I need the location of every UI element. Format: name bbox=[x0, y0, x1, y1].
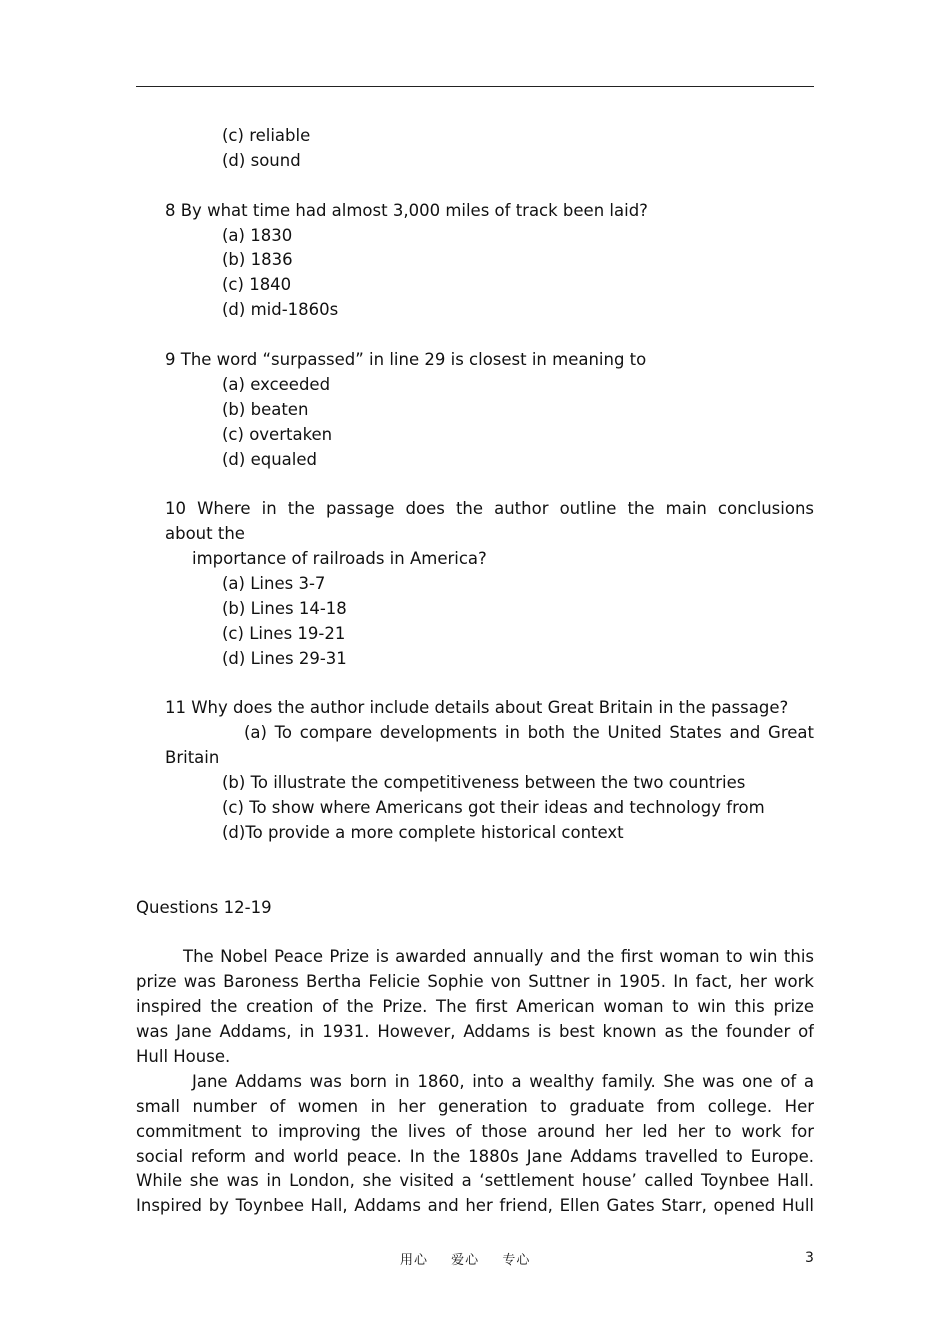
footer-motto-word: 用心 bbox=[400, 1253, 429, 1268]
passage-line: social reform and world peace. In the 1880s Jane Addams travelled to Europe. bbox=[136, 1146, 814, 1166]
wrapped-text: Britain bbox=[165, 748, 220, 768]
passage-line: Jane Addams was born in 1860, into a wealthy family. She was one of a bbox=[192, 1071, 814, 1091]
blank-line bbox=[136, 921, 814, 946]
answer-option: (a) Lines 3-7 bbox=[222, 574, 326, 594]
wrapped-text: about the bbox=[165, 524, 245, 544]
answer-option: (b) 1836 bbox=[222, 250, 293, 270]
answer-option: (c) To show where Americans got their ideas and technology from bbox=[222, 798, 765, 818]
answer-option: (c) reliable bbox=[222, 126, 311, 145]
question-stem: 9 The word “surpassed” in line 29 is closest in meaning to bbox=[165, 350, 647, 370]
question-list bbox=[136, 124, 814, 945]
answer-option: (d)To provide a more complete historical context bbox=[222, 822, 624, 842]
question-stem: 10 Where in the passage does the author outline the main conclusions bbox=[165, 499, 814, 519]
section-heading: Questions 12-19 bbox=[136, 897, 272, 917]
blank-line bbox=[136, 846, 814, 871]
passage-paragraph-2 bbox=[136, 1070, 814, 1219]
passage-line: The Nobel Peace Prize is awarded annually and the first woman to win this bbox=[183, 947, 814, 967]
blank-line bbox=[136, 672, 814, 697]
blank-line bbox=[136, 174, 814, 199]
answer-option: (d) Lines 29-31 bbox=[222, 648, 347, 668]
blank-line bbox=[136, 871, 814, 896]
answer-option: (c) Lines 19-21 bbox=[222, 623, 346, 643]
passage-line: was Jane Addams, in 1931. However, Addams is best known as the founder of bbox=[136, 1022, 814, 1042]
question-stem-continued: importance of railroads in America? bbox=[192, 549, 487, 569]
page-number: 3 bbox=[805, 1250, 814, 1266]
answer-option: (b) beaten bbox=[222, 399, 309, 419]
answer-option: (d) mid-1860s bbox=[222, 300, 339, 320]
passage-line: commitment to improving the lives of those around her led her to work for bbox=[136, 1121, 814, 1141]
answer-option: (d) sound bbox=[222, 150, 301, 170]
header-rule bbox=[136, 86, 814, 87]
answer-option: (a) 1830 bbox=[222, 225, 293, 245]
answer-option: (d) equaled bbox=[222, 449, 317, 469]
passage-line: small number of women in her generation to graduate from college. Her bbox=[136, 1096, 814, 1116]
footer-motto bbox=[400, 1249, 548, 1268]
answer-option: (b) Lines 14-18 bbox=[222, 598, 347, 618]
footer-motto-word: 爱心 bbox=[451, 1253, 480, 1268]
answer-option: (c) 1840 bbox=[222, 275, 292, 295]
answer-option: (b) To illustrate the competitiveness between the two countries bbox=[222, 773, 746, 793]
passage-line: Inspired by Toynbee Hall, Addams and her friend, Ellen Gates Starr, opened Hull bbox=[136, 1196, 814, 1216]
answer-option: (a) exceeded bbox=[222, 374, 331, 394]
passage-paragraph-1 bbox=[136, 945, 814, 1069]
passage-line: prize was Baroness Bertha Felicie Sophie von Suttner in 1905. In fact, her work bbox=[136, 972, 814, 992]
page-content bbox=[136, 124, 814, 1219]
footer-motto-word: 专心 bbox=[502, 1253, 531, 1268]
passage-line: Hull House. bbox=[136, 1046, 231, 1066]
question-stem: 11 Why does the author include details about Great Britain in the passage? bbox=[165, 698, 789, 718]
question-stem: 8 By what time had almost 3,000 miles of track been laid? bbox=[165, 200, 648, 220]
answer-option: (a) To compare developments in both the United States and Great bbox=[244, 723, 814, 743]
passage-line: inspired the creation of the Prize. The first American woman to win this prize bbox=[136, 997, 814, 1017]
blank-line bbox=[136, 323, 814, 348]
passage-line: While she was in London, she visited a ‘settlement house’ called Toynbee Hall. bbox=[136, 1171, 814, 1191]
answer-option: (c) overtaken bbox=[222, 424, 333, 444]
blank-line bbox=[136, 472, 814, 497]
